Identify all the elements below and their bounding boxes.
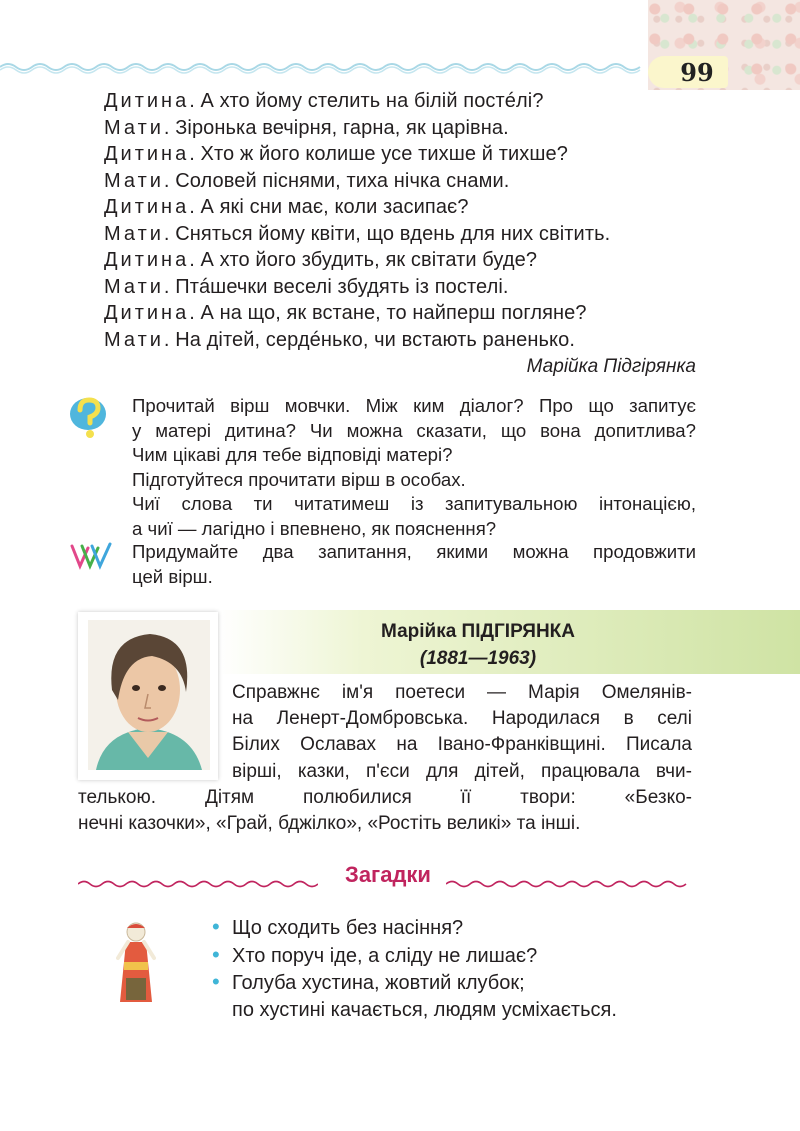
biography-line: нечні казочки», «Грай, бджілко», «Ростіть великі» та інші. (78, 813, 581, 835)
riddles-list (212, 914, 712, 1023)
bullet-icon: • (212, 941, 220, 967)
biography-line: Білих Ославах на Івано-Франківщині. Писала (232, 734, 692, 756)
biography-years: (1881—1963) (419, 648, 537, 669)
riddle-item: • Що сходить без насіння? (212, 914, 464, 939)
poem-line: Мати. Птáшечки веселі збудять із постелі. (104, 275, 509, 298)
poem-line: Мати. На дітей, сердéнько, чи встають раненько. (104, 328, 575, 351)
biography-line: Справжнє ім'я поетеси — Марія Омелянів- (232, 682, 692, 703)
riddles-title: Загадки (345, 862, 431, 887)
poem-line: Мати. Соловей піснями, тиха нічка снами. (104, 169, 510, 192)
question-line: Чим цікаві для тебе відповіді матері? (132, 444, 453, 465)
speaker-name: Мати (104, 169, 164, 192)
question-line: у матері дитина? Чи можна сказати, що вона допитлива? (132, 419, 696, 441)
riddle-item: • Хто поруч іде, а сліду не лишає? (212, 941, 538, 967)
riddle-item-continuation: по хустині качається, людям усміхається. (232, 998, 617, 1021)
speaker-name: Мати (104, 116, 164, 139)
poem-line: Дитина. А хто його збудить, як світати буде? (104, 249, 538, 271)
title-wave-left (78, 878, 318, 890)
header-wave-decoration (0, 60, 650, 74)
speaker-name: Дитина (104, 249, 190, 271)
poem-line: Дитина. Хто ж його колише усе тихше й тихше? (104, 143, 568, 165)
speaker-name: Дитина (104, 302, 190, 324)
biography-text (232, 680, 692, 785)
question-line: Прочитай вірш мовчки. Між ким діалог? Про що запитує (132, 395, 696, 416)
speaker-name: Мати (104, 222, 164, 245)
bullet-icon: • (212, 914, 220, 939)
task-block (132, 540, 696, 589)
author-portrait (88, 620, 210, 770)
poem-line: Дитина. А які сни має, коли засипає? (104, 196, 469, 218)
task-line: Придумайте два запитання, якими можна продовжити (132, 541, 696, 562)
poem-line: Дитина. А хто йому стелить на білій постéлі? (104, 90, 544, 112)
page-number: 99 (680, 58, 714, 87)
motanka-doll-illustration (116, 918, 156, 1004)
poem-line: Дитина. А на що, як встане, то найперш погляне? (104, 302, 587, 324)
poem-line: Мати. Сняться йому квіти, що вдень для них світить. (104, 222, 611, 245)
question-line: а чиї — лагідно і впевнено, як пояснення? (132, 517, 497, 539)
biography-line: вірші, казки, п'єси для дітей, працювала вчи- (232, 760, 692, 782)
question-mark-icon (66, 392, 110, 444)
biography-name: Марійка ПІДГІРЯНКА (381, 621, 575, 642)
speaker-name: Дитина (104, 196, 190, 218)
speaker-name: Мати (104, 328, 164, 351)
title-wave-right (446, 878, 694, 890)
task-line: цей вірш. (132, 565, 213, 587)
speaker-name: Дитина (104, 90, 190, 112)
speaker-name: Мати (104, 275, 164, 298)
poem-author-signature: Марійка Підгірянка (526, 356, 696, 377)
question-line: Підготуйтеся прочитати вірш в особах. (132, 468, 466, 490)
riddle-item: • Голуба хустина, жовтий клубок; (212, 969, 525, 994)
speaker-name: Дитина (104, 143, 190, 165)
poem-line: Мати. Зіронька вечірня, гарна, як царівна. (104, 116, 509, 139)
pencil-task-icon (68, 540, 118, 570)
poem (104, 88, 704, 353)
bullet-icon: • (212, 969, 220, 994)
biography-line: на Ленерт-Домбровська. Народилася в селі (232, 708, 692, 730)
biography-text-full (78, 785, 692, 837)
question-line: Чиї слова ти читатимеш із запитувальною інтонацією, (132, 493, 696, 514)
questions-block (132, 394, 696, 541)
biography-line: телькою. Дітям полюбилися її твори: «Безко- (78, 787, 692, 808)
